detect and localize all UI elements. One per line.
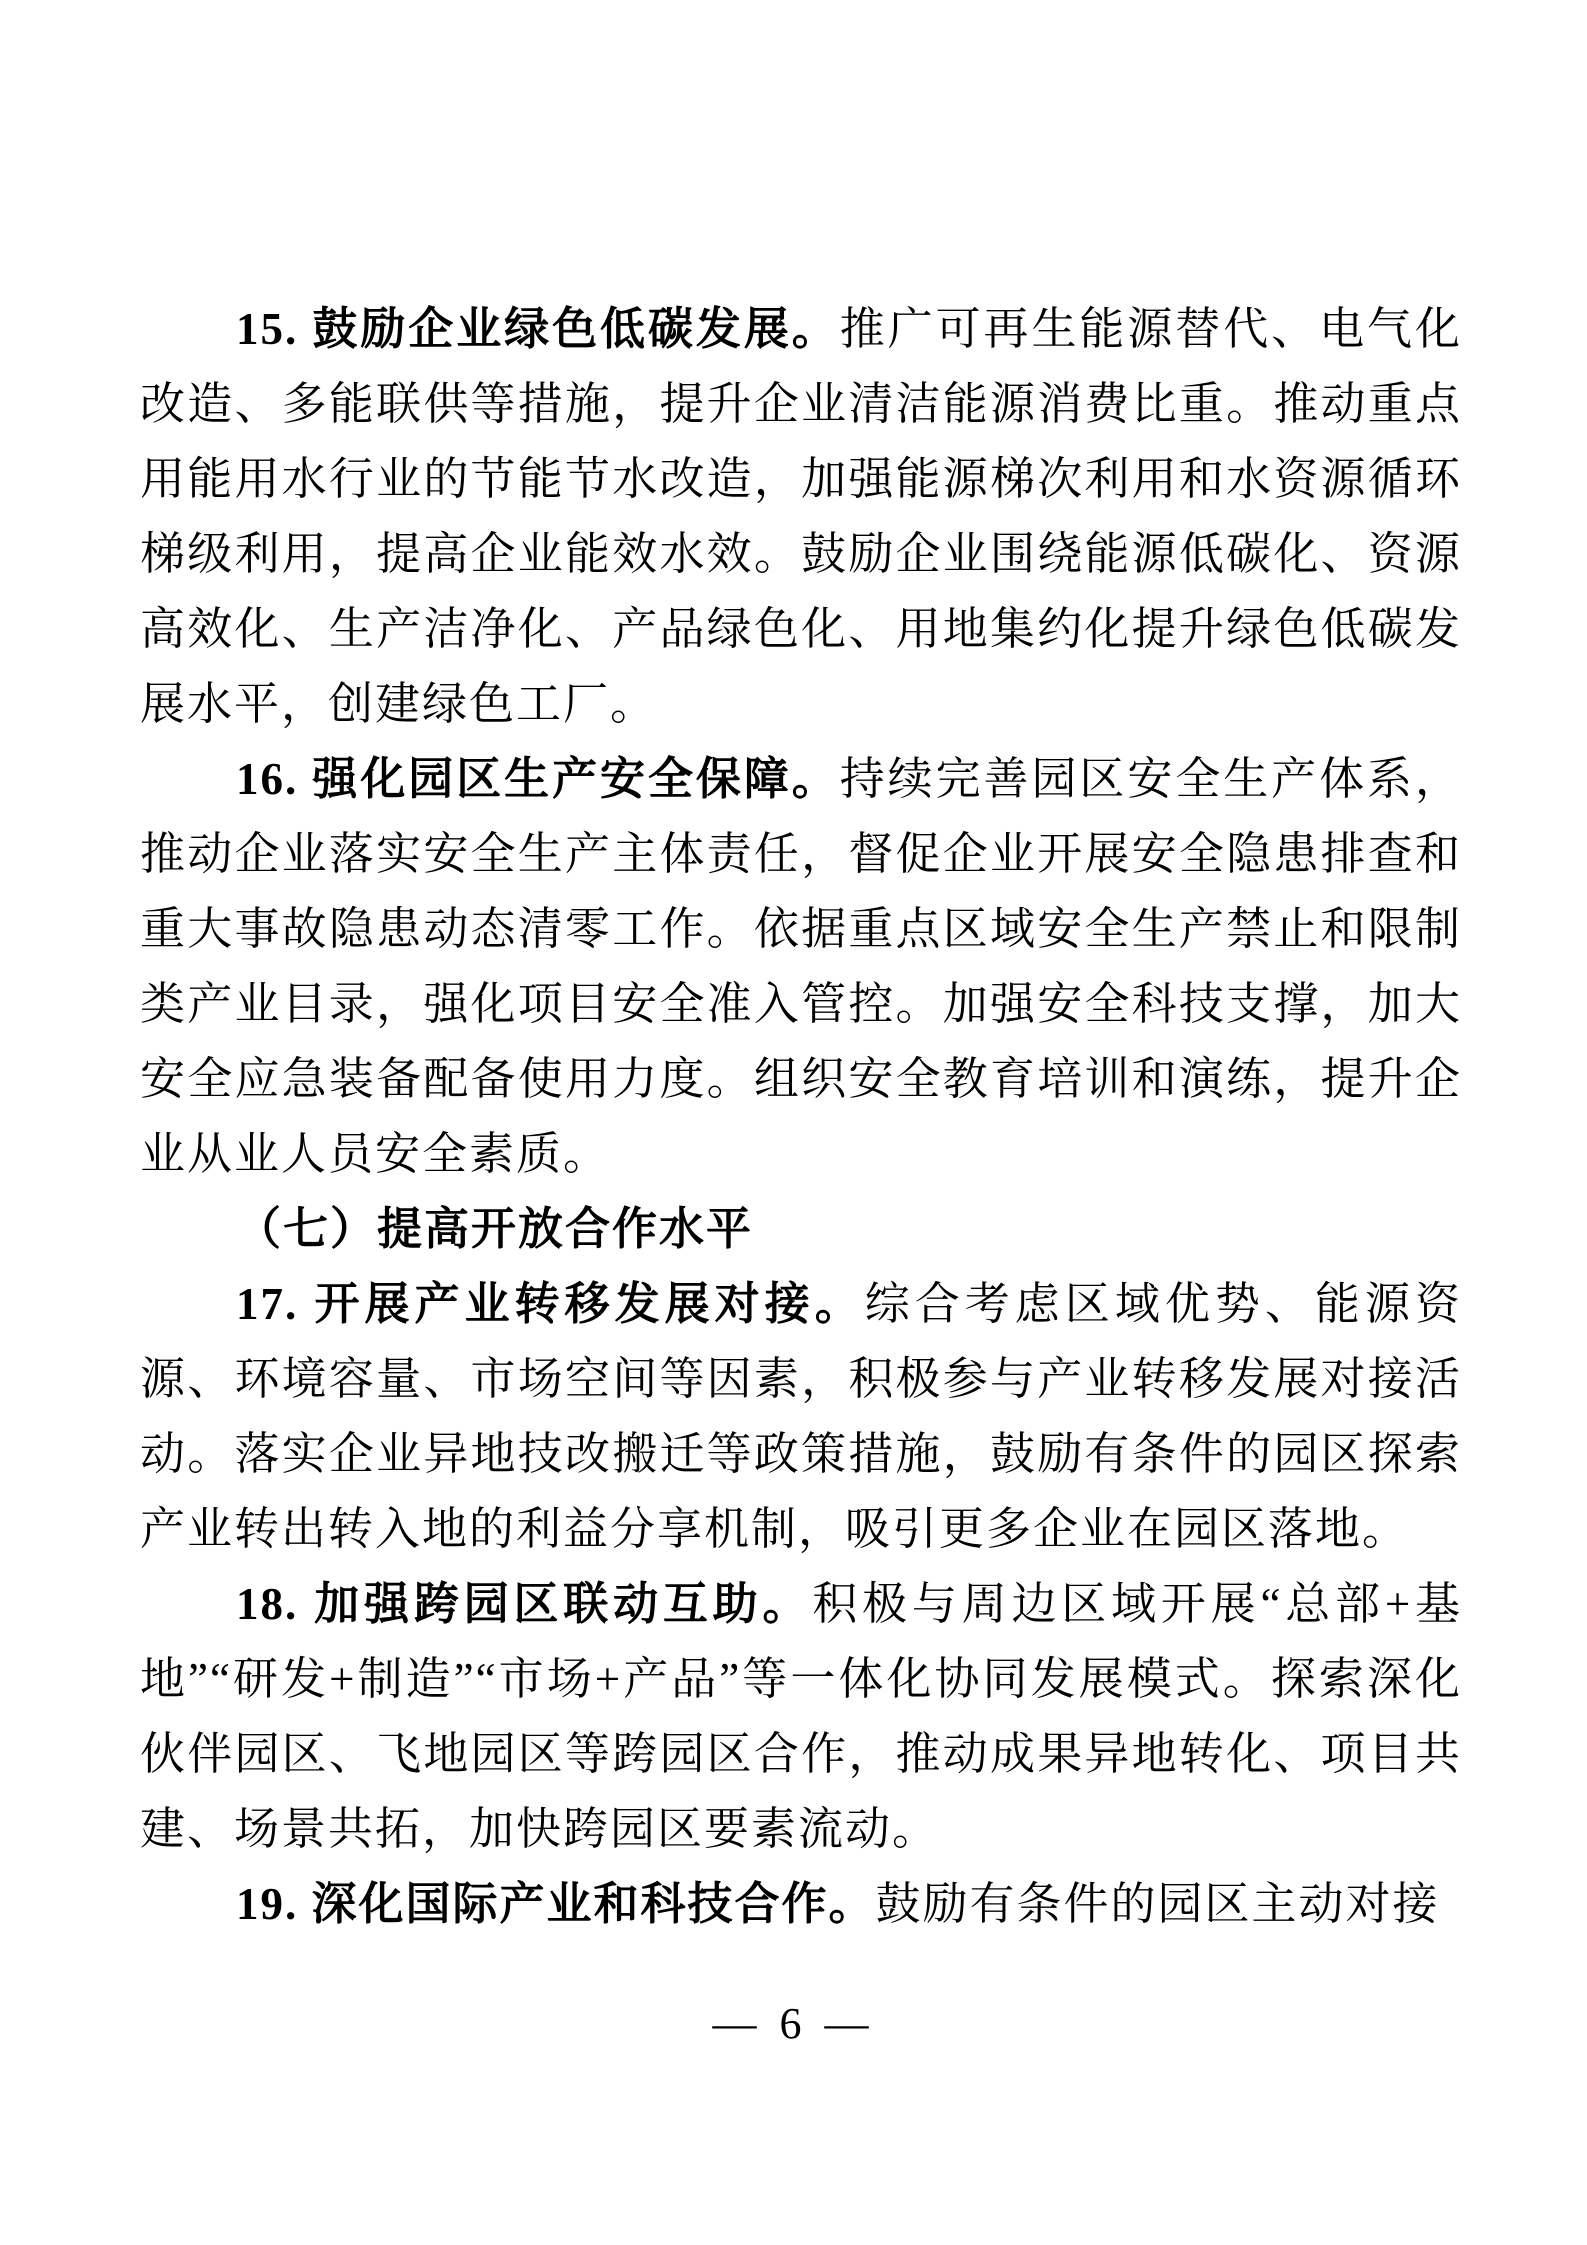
paragraph-item-17-lead: 17. 开展产业转移发展对接。 xyxy=(236,1279,865,1329)
paragraph-item-18-body: 积极与周边区域开展“总部+基地”“研发+制造”“市场+产品”等一体化协同发展模式。探索深化伙伴园区、飞地园区等跨园区合作，推动成果异地转化、项目共建、场景共拓，加快跨园区要素流动。 xyxy=(140,1579,1462,1854)
paragraph-item-16 xyxy=(140,742,1462,1192)
paragraph-item-19 xyxy=(140,1867,1462,1942)
paragraph-item-18-lead: 18. 加强跨园区联动互助。 xyxy=(236,1579,813,1629)
paragraph-item-19-lead: 19. 深化国际产业和科技合作。 xyxy=(236,1879,876,1929)
paragraph-item-19-body: 鼓励有条件的园区主动对接 xyxy=(875,1879,1440,1929)
paragraph-item-17-body: 综合考虑区域优势、能源资源、环境容量、市场空间等因素，积极参与产业转移发展对接活动。落实企业异地技改搬迁等政策措施，鼓励有条件的园区探索产业转出转入地的利益分享机制，吸引更多企业在园区落地。 xyxy=(140,1279,1462,1554)
document-body xyxy=(140,292,1462,1942)
paragraph-item-16-lead: 16. 强化园区生产安全保障。 xyxy=(236,754,840,804)
paragraph-item-17 xyxy=(140,1267,1462,1567)
paragraph-item-16-body: 持续完善园区安全生产体系，推动企业落实安全生产主体责任，督促企业开展安全隐患排查和重大事故隐患动态清零工作。依据重点区域安全生产禁止和限制类产业目录，强化项目安全准入管控。加强安全科技支撑，加大安全应急装备配备使用力度。组织安全教育培训和演练，提升企业从业人员安全素质。 xyxy=(140,754,1462,1179)
section-heading-7: （七）提高开放合作水平 xyxy=(236,1204,754,1254)
paragraph-item-18 xyxy=(140,1567,1462,1867)
paragraph-item-15 xyxy=(140,292,1462,742)
page-number: — 6 — xyxy=(712,1999,875,2048)
paragraph-item-15-lead: 15. 鼓励企业绿色低碳发展。 xyxy=(236,304,840,354)
paragraph-item-15-body: 推广可再生能源替代、电气化改造、多能联供等措施，提升企业清洁能源消费比重。推动重点用能用水行业的节能节水改造，加强能源梯次利用和水资源循环梯级利用，提高企业能效水效。鼓励企业围绕能源低碳化、资源高效化、生产洁净化、产品绿色化、用地集约化提升绿色低碳发展水平，创建绿色工厂。 xyxy=(140,304,1462,729)
